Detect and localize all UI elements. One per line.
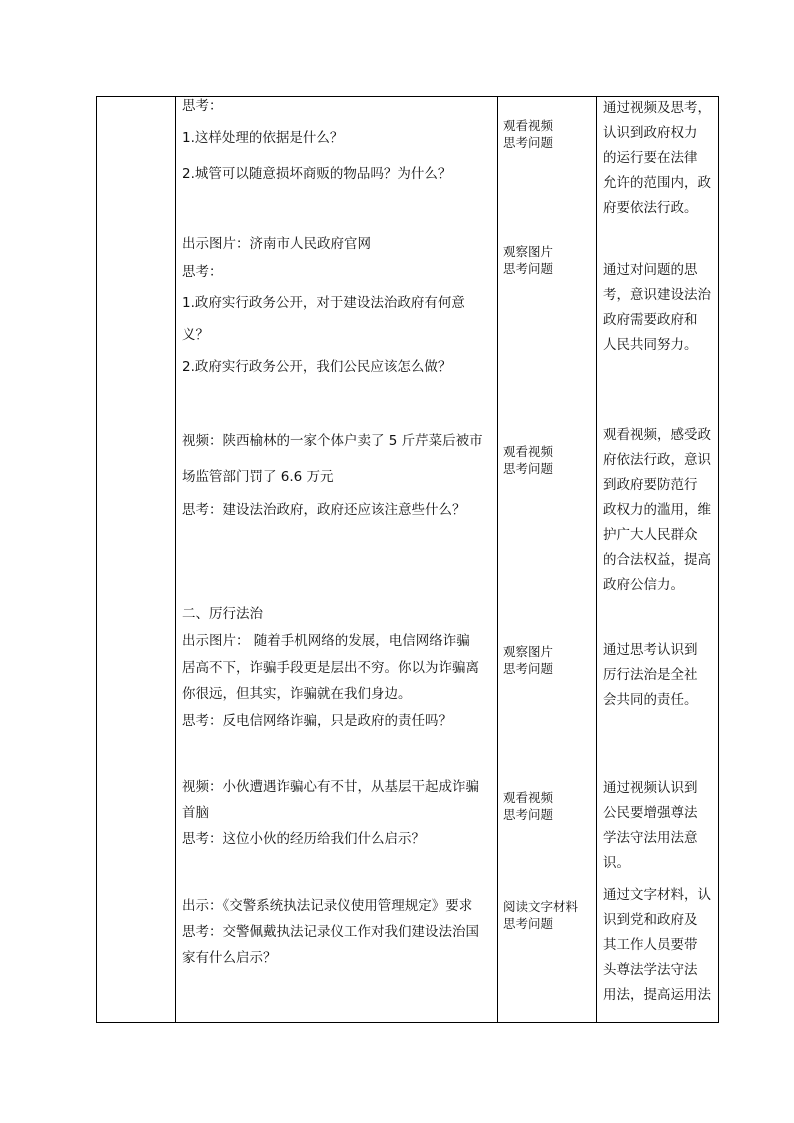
- think-label: 思考：: [182, 98, 223, 114]
- student-activity: 阅读文字材料 思考问题: [503, 899, 579, 931]
- material-text: 出示图片：济南市人民政府官网: [182, 236, 371, 252]
- question-text: 1.这样处理的依据是什么？: [182, 130, 344, 146]
- material-text: 你很远，但其实，诈骗就在我们身边。: [182, 686, 412, 702]
- question-text: 思考：反电信网络诈骗，只是政府的责任吗？: [182, 713, 452, 729]
- material-text: 居高不下，诈骗手段更是层出不穷。你以为诈骗离: [182, 660, 479, 676]
- design-intent: 通过对问题的思 考，意识建设法治 政府需要政府和 人民共同努力。: [603, 262, 711, 353]
- think-label: 思考：: [182, 264, 223, 280]
- design-intent: 观看视频，感受政 府依法行政，意识 到政府要防范行 政权力的滥用，维 护广大人民群众 的合法权益，提高 政府公信力。: [603, 427, 711, 593]
- material-text: 视频：陕西榆林的一家个体户卖了 5 斤芹菜后被市: [182, 433, 483, 449]
- design-intent: 通过视频认识到 公民要增强尊法 学法守法用法意 识。: [603, 780, 698, 871]
- student-activity: 观看视频 思考问题: [503, 790, 554, 822]
- question-text: 家有什么启示？: [182, 950, 277, 966]
- column-divider: [596, 97, 597, 1022]
- material-text: 视频：小伙遭遇诈骗心有不甘，从基层干起成诈骗: [182, 779, 479, 795]
- material-text: 出示：《交警系统执法记录仪使用管理规定》要求: [182, 898, 473, 914]
- question-text: 思考：这位小伙的经历给我们什么启示？: [182, 831, 425, 847]
- student-activity: 观察图片 思考问题: [503, 644, 554, 676]
- material-text: 出示图片： 随着手机网络的发展，电信网络诈骗: [182, 633, 470, 649]
- material-text: 首脑: [182, 805, 209, 821]
- question-text: 2.城管可以随意损坏商贩的物品吗？为什么？: [182, 166, 452, 182]
- question-text: 思考：建设法治政府，政府还应该注意些什么？: [182, 502, 466, 518]
- column-divider: [175, 97, 176, 1022]
- design-intent: 通过思考认识到 厉行法治是全社 会共同的责任。: [603, 642, 698, 708]
- material-text: 场监管部门罚了 6.6 万元: [182, 469, 334, 485]
- section-heading: 二、厉行法治: [182, 606, 263, 622]
- question-text: 1.政府实行政务公开，对于建设法治政府有何意: [182, 295, 465, 311]
- column-divider: [497, 97, 498, 1022]
- student-activity: 观看视频 思考问题: [503, 444, 554, 476]
- question-text: 2.政府实行政务公开，我们公民应该怎么做？: [182, 359, 452, 375]
- design-intent: 通过文字材料，认 识到党和政府及 其工作人员要带 头尊法学法守法 用法，提高运用法: [603, 887, 711, 1003]
- student-activity: 观看视频 思考问题: [503, 118, 554, 150]
- design-intent: 通过视频及思考， 认识到政府权力 的运行要在法律 允许的范围内，政 府要依法行政。: [603, 100, 711, 216]
- question-text: 义？: [182, 327, 209, 343]
- student-activity: 观察图片 思考问题: [503, 244, 554, 276]
- question-text: 思考：交警佩戴执法记录仪工作对我们建设法治国: [182, 924, 479, 940]
